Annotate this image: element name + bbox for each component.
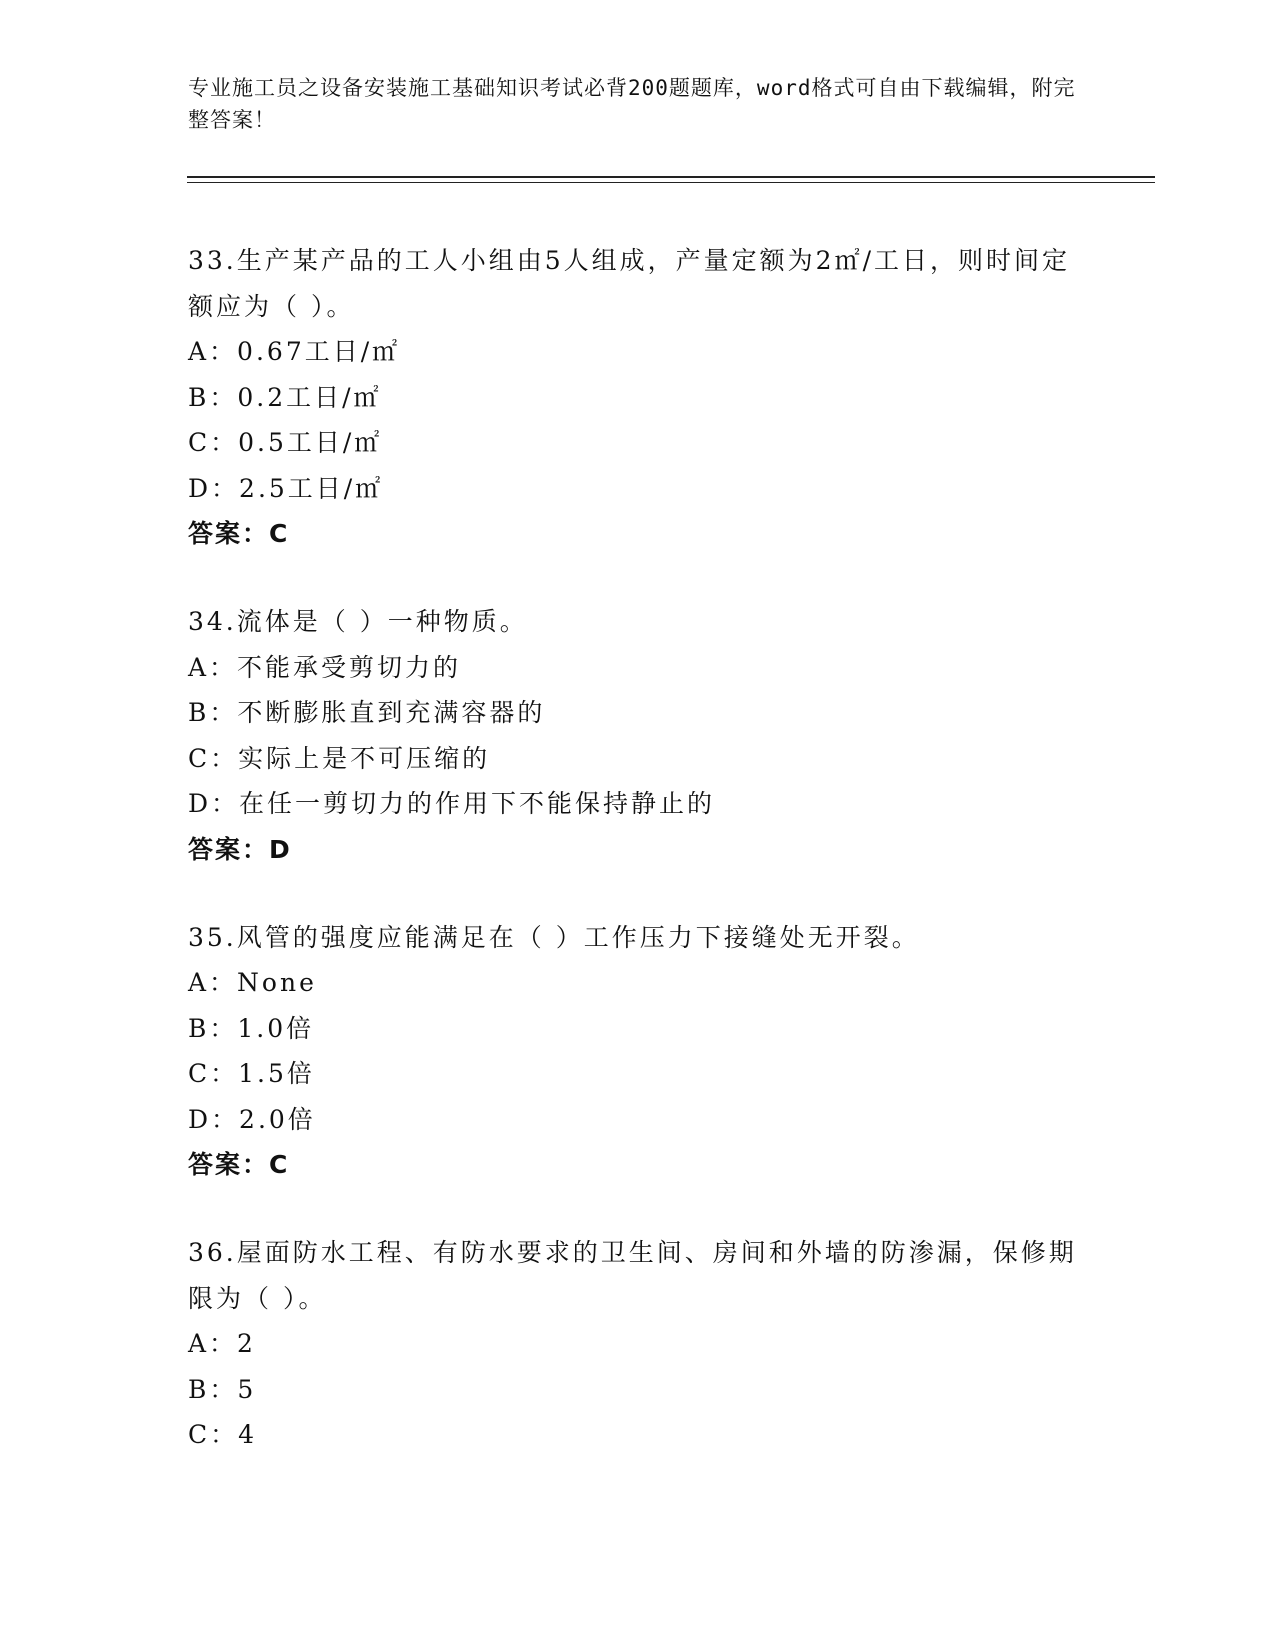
question-text: 34.流体是（ ）一种物质。 [188,607,528,636]
question-34 [188,599,1088,873]
document-header: 专业施工员之设备安装施工基础知识考试必背200题题库，word格式可自由下载编辑，附完整答案！ [188,76,1076,132]
option-d: D：在任一剪切力的作用下不能保持静止的 [188,789,716,818]
option-b: B：0.2工日/㎡ [188,382,382,412]
answer-label: 答案：C [188,519,290,548]
option-a: A：0.67工日/㎡ [188,337,401,366]
question-33 [188,238,1088,557]
option-c: C：0.5工日/㎡ [188,428,383,457]
option-c: C：4 [188,1420,258,1449]
option-a: A：不能承受剪切力的 [188,652,462,682]
question-list [188,238,1088,1500]
option-a: A：None [188,968,317,997]
option-d: D：2.5工日/㎡ [188,473,384,503]
option-b: B：5 [188,1374,257,1404]
question-35 [188,915,1088,1189]
option-c: C：实际上是不可压缩的 [188,743,491,773]
option-c: C：1.5倍 [188,1059,315,1088]
question-text: 35.风管的强度应能满足在（ ）工作压力下接缝处无开裂。 [188,922,920,952]
question-text: 36.屋面防水工程、有防水要求的卫生间、房间和外墙的防渗漏，保修期限为（ ）。 [188,1238,1077,1313]
option-b: B：不断膨胀直到充满容器的 [188,698,546,727]
header-divider-thin [187,182,1155,183]
answer-label: 答案：D [188,834,292,864]
option-b: B：1.0倍 [188,1013,315,1043]
answer-label: 答案：C [188,1150,290,1179]
option-a: A：2 [188,1329,256,1358]
question-text: 33.生产某产品的工人小组由5人组成，产量定额为2㎡/工日，则时间定额应为（ ）。 [188,246,1070,321]
header-divider-thick [187,176,1155,178]
question-36 [188,1230,1088,1458]
option-d: D：2.0倍 [188,1104,316,1134]
